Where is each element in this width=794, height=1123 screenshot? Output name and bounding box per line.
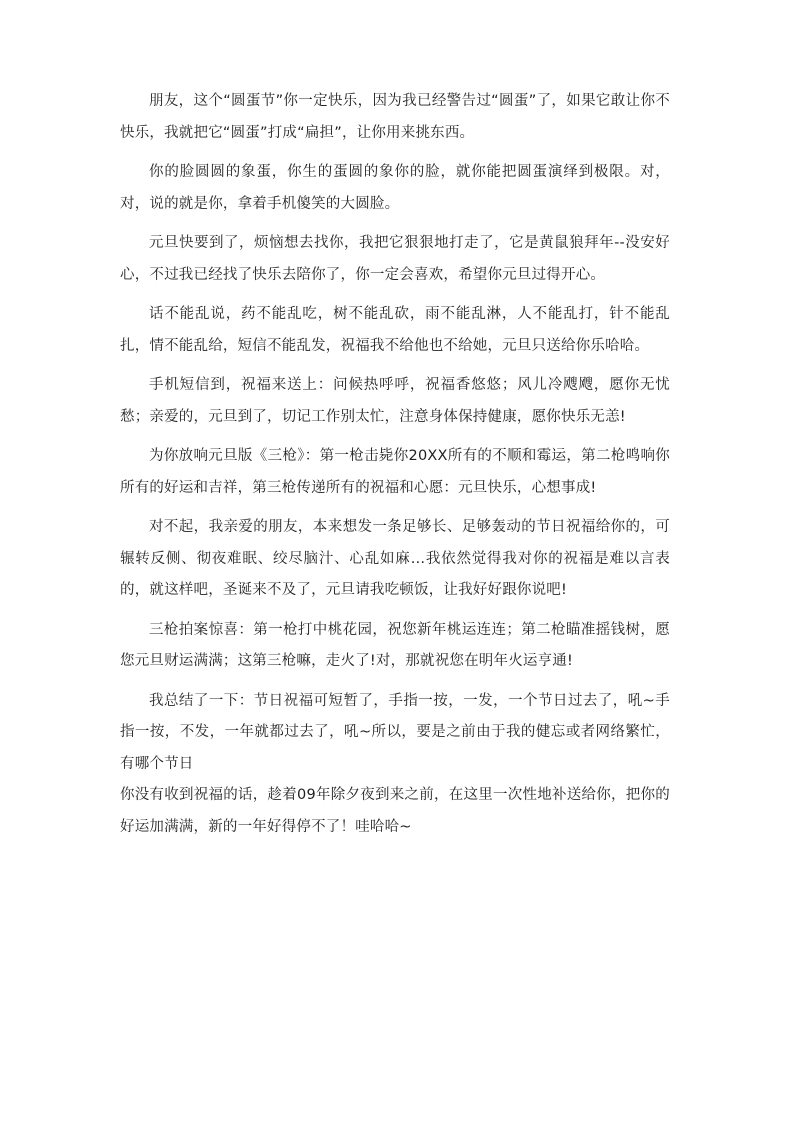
paragraph-7: 对不起，我亲爱的朋友，本来想发一条足够长、足够轰动的节日祝福给你的，可辗转反侧、彻夜难眠、绞尽脑汁、心乱如麻…我依然觉得我对你的祝福是难以言表的，就这样吧，圣诞来不及了，元旦请我吃顿饭，让我好好跟你说吧!	[120, 519, 670, 598]
paragraph-3: 元旦快要到了，烦恼想去找你，我把它狠狠地打走了，它是黄鼠狼拜年--没安好心，不过我已经找了快乐去陪你了，你一定会喜欢，希望你元旦过得开心。	[120, 235, 670, 283]
paragraph-10: 你没有收到祝福的话，趁着09年除夕夜到来之前，在这里一次性地补送给你，把你的好运加满满，新的一年好得停不了！哇哈哈~	[120, 787, 670, 835]
paragraph-2: 你的脸圆圆的象蛋，你生的蛋圆的象你的脸，就你能把圆蛋演绎到极限。对，对，说的就是你，拿着手机傻笑的大圆脸。	[120, 164, 670, 212]
paragraph-9: 我总结了一下：节日祝福可短暂了，手指一按，一发，一个节日过去了，吼~手指一按，不发，一年就都过去了，吼~所以，要是之前由于我的健忘或者网络繁忙，有哪个节日	[120, 692, 670, 772]
paragraph-6: 为你放响元旦版《三枪》：第一枪击毙你20XX所有的不顺和霉运，第二枪鸣响你所有的好运和吉祥，第三枪传递所有的祝福和心愿：元旦快乐，心想事成!	[120, 448, 670, 496]
paragraph-5: 手机短信到，祝福来送上：问候热呼呼，祝福香悠悠；风儿冷飕飕，愿你无忧愁；亲爱的，元旦到了，切记工作别太忙，注意身体保持健康，愿你快乐无恙!	[120, 377, 670, 425]
paragraph-1: 朋友，这个“圆蛋节”你一定快乐，因为我已经警告过“圆蛋”了，如果它敢让你不快乐，我就把它“圆蛋”打成“扁担”，让你用来挑东西。	[120, 93, 670, 141]
paragraph-8: 三枪拍案惊喜：第一枪打中桃花园，祝您新年桃运连连；第二枪瞄准摇钱树，愿您元旦财运满满；这第三枪嘛，走火了!对，那就祝您在明年火运亨通!	[120, 621, 670, 669]
paragraph-4: 话不能乱说，药不能乱吃，树不能乱砍，雨不能乱淋，人不能乱打，针不能乱扎，情不能乱给，短信不能乱发，祝福我不给他也不给她，元旦只送给你乐哈哈。	[120, 306, 670, 354]
document-body	[120, 86, 670, 851]
